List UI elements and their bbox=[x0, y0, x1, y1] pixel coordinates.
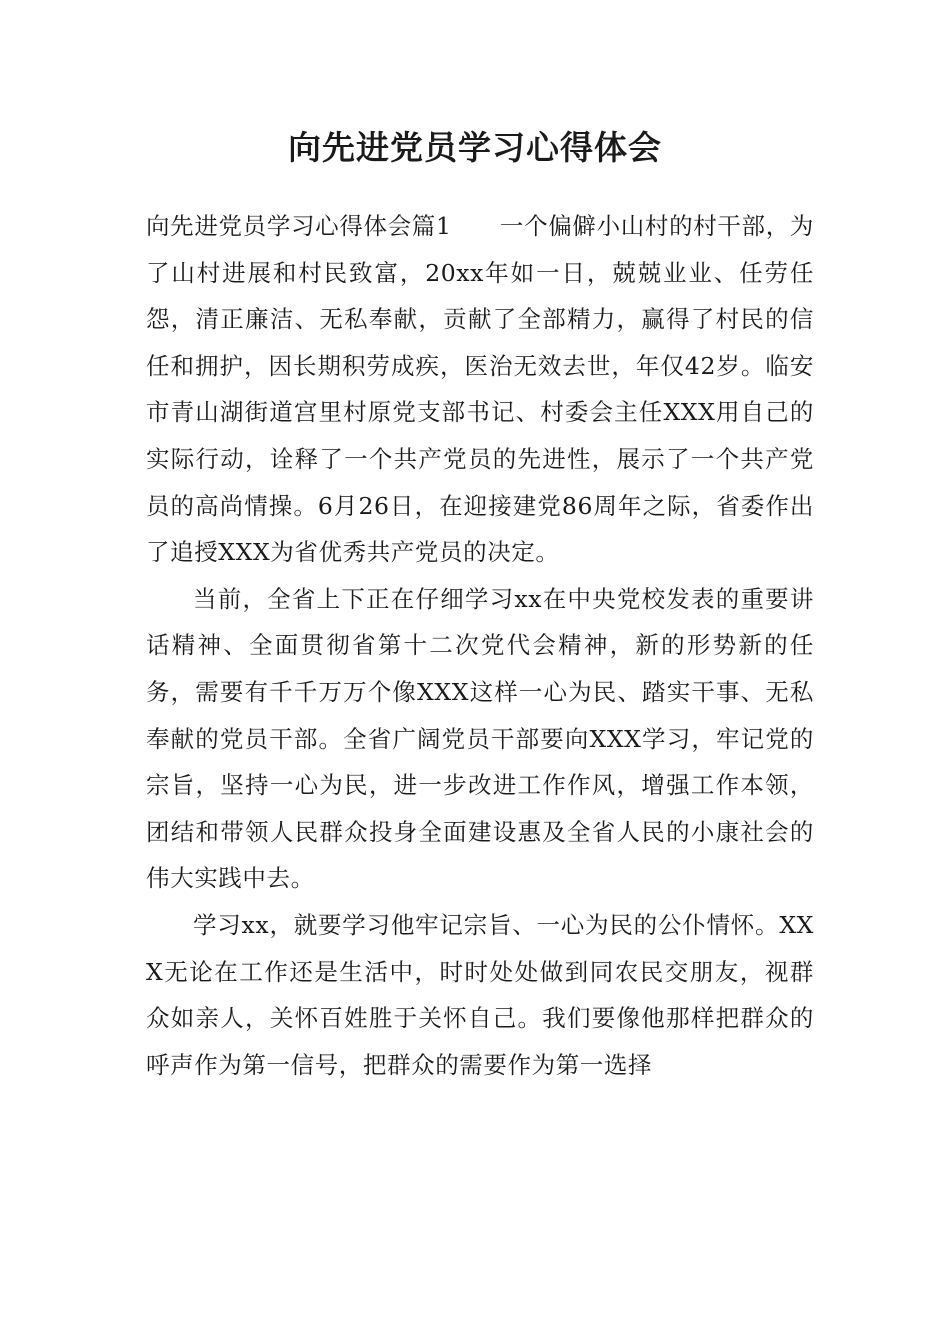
paragraph-3: 学习xx，就要学习他牢记宗旨、一心为民的公仆情怀。XXX无论在工作还是生活中，时时处处做到同农民交朋友，视群众如亲人，关怀百姓胜于关怀自己。我们要像他那样把群众的呼声作为第一信号，把群众的需要作为第一选择 bbox=[146, 910, 814, 1079]
paragraph-2: 当前，全省上下正在仔细学习xx在中央党校发表的重要讲话精神、全面贯彻省第十二次党代会精神，新的形势新的任务，需要有千千万万个像XXX这样一心为民、踏实干事、无私奉献的党员干部。全省广阔党员干部要向XXX学习，牢记党的宗旨，坚持一心为民，进一步改进工作作风，增强工作本领，团结和带领人民群众投身全面建设惠及全省人民的小康社会的伟大实践中去。 bbox=[146, 584, 814, 893]
document-body bbox=[146, 203, 814, 1088]
document-title: 向先进党员学习心得体会 bbox=[288, 128, 662, 167]
paragraph-1: 向先进党员学习心得体会篇1 一个偏僻小山村的村干部，为了山村进展和村民致富，20xx年如一日，兢兢业业、任劳任怨，清正廉洁、无私奉献，贡献了全部精力，赢得了村民的信任和拥护，因长期积劳成疾，医治无效去世，年仅42岁。临安市青山湖街道宫里村原党支部书记、村委会主任XXX用自己的实际行动，诠释了一个共产党员的先进性，展示了一个共产党员的高尚情操。6月26日，在迎接建党86周年之际，省委作出了追授XXX为省优秀共产党员的决定。 bbox=[146, 212, 814, 567]
